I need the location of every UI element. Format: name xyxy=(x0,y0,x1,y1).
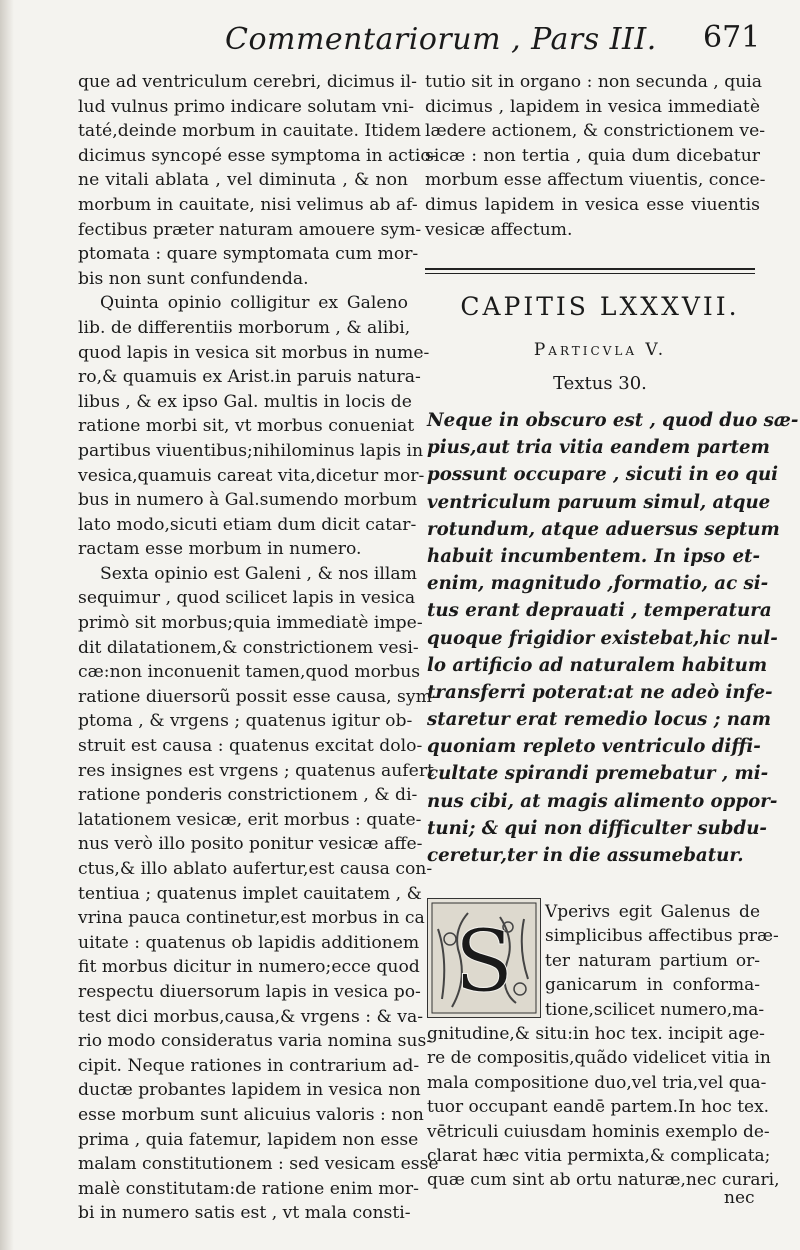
commentary-text xyxy=(427,1022,780,1193)
text-line: rio modo consideratus varia nomina sus- xyxy=(78,1031,433,1052)
text-line: cipit. Neque rationes in contrarium ad- xyxy=(78,1055,420,1076)
text-line: test dici morbus,causa,& vrgens : & va- xyxy=(78,1006,424,1027)
text-line: vesica,quamuis careat vita,dicetur mor- xyxy=(78,465,425,486)
text-line: bis non sunt confundenda. xyxy=(78,268,309,289)
text-line: que ad ventriculum cerebri, dicimus il- xyxy=(78,72,417,92)
commentary-line: mala compositione duo,vel tria,vel qua- xyxy=(427,1072,767,1093)
text-line: Quinta opinio colligitur ex Galeno xyxy=(100,293,408,314)
text-line: tentiua ; quatenus implet cauitatem , & xyxy=(78,883,422,904)
text-line: dit dilatationem,& constrictionem vesi- xyxy=(78,637,419,658)
text-line: tutio sit in organo : non secunda , quia xyxy=(425,72,763,92)
text-line: bi in numero satis est , vt mala consti- xyxy=(78,1203,411,1224)
quote-line: quoniam repleto ventriculo diffi- xyxy=(427,736,761,758)
commentary-line: ter naturam partium or- xyxy=(545,950,760,971)
text-line: malam constitutionem : sed vesicam esse xyxy=(78,1154,439,1175)
quote-line: habuit incumbentem. In ipso et- xyxy=(427,545,760,567)
commentary-beside-initial xyxy=(545,900,779,1022)
text-line: lib. de differentiis morborum , & alibi, xyxy=(78,317,411,338)
text-line: dicimus syncopé esse symptoma in actio- xyxy=(78,145,437,166)
running-head xyxy=(0,18,800,62)
text-line: quod lapis in vesica sit morbus in nume- xyxy=(78,342,430,363)
text-line: lato modo,sicuti etiam dum dicit catar- xyxy=(78,514,417,535)
text-line: ro,& quamuis ex Arist.in paruis natura- xyxy=(78,367,421,388)
quote-line: cultate spirandi premebatur , mi- xyxy=(427,763,769,785)
text-line: libus , & ex ipso Gal. multis in locis de xyxy=(78,391,412,412)
commentary-line: vētriculi cuiusdam hominis exemplo de- xyxy=(427,1121,770,1142)
commentary-line: simplicibus affectibus præ- xyxy=(545,926,779,947)
text-line: malè constitutam:de ratione enim mor- xyxy=(78,1178,419,1199)
page-number: 671 xyxy=(703,20,761,55)
quote-line: staretur erat remedio locus ; nam xyxy=(427,709,772,731)
text-line: cæ:non inconuenit tamen,quod morbus xyxy=(78,662,421,683)
running-title: Commentariorum , Pars III. xyxy=(225,22,657,57)
text-line: taté,deinde morbum in cauitate. Itidem xyxy=(78,121,422,142)
decorated-initial-s-icon xyxy=(427,898,541,1018)
commentary-line: clarat hæc vitia permixta,& complicata; xyxy=(427,1145,771,1166)
text-line: ractam esse morbum in numero. xyxy=(78,539,362,560)
text-line: ctus,& illo ablato aufertur,est causa con- xyxy=(78,859,433,879)
particle-heading: Particvla V. xyxy=(533,340,667,360)
commentary-line: tuor occupant eandē partem.In hoc tex. xyxy=(427,1097,770,1118)
quote-line: rotundum, atque aduersus septum xyxy=(427,518,780,540)
quote-line: tus erant deprauati , temperatura xyxy=(427,600,772,622)
commentary-line: ganicarum in conforma- xyxy=(545,975,760,996)
quote-line: lo artificio ad naturalem habitum xyxy=(427,654,768,676)
quote-line: Neque in obscuro est , quod duo sæ- xyxy=(427,410,799,431)
section-rule xyxy=(425,268,755,274)
text-line: lædere actionem, & constrictionem ve- xyxy=(425,121,766,142)
text-line: fit morbus dicitur in numero;ecce quod xyxy=(78,957,420,978)
text-line: fectibus præter naturam amouere sym- xyxy=(78,219,422,240)
text-line: nus verò illo posito ponitur vesicæ affe- xyxy=(78,834,423,855)
text-line: prima , quia fatemur, lapidem non esse xyxy=(78,1129,419,1150)
text-line: morbum esse affectum viuentis, conce- xyxy=(425,170,766,191)
commentary-line: gnitudine,& situ:in hoc tex. incipit age- xyxy=(427,1024,765,1044)
commentary-line: quæ cum sint ab ortu naturæ,nec curari, xyxy=(427,1170,780,1191)
text-line: ratione ponderis constrictionem , & di- xyxy=(78,785,418,806)
text-line: struit est causa : quatenus excitat dolo- xyxy=(78,736,423,757)
left-column xyxy=(78,70,439,1226)
quote-line: pius,aut tria vitia eandem partem xyxy=(427,437,770,459)
quoted-text xyxy=(427,407,799,869)
text-line: sicæ : non tertia , quia dum dicebatur xyxy=(425,145,760,166)
text-line: vesicæ affectum. xyxy=(425,219,573,240)
text-line: ptoma , & vrgens ; quatenus igitur ob- xyxy=(78,711,413,732)
text-line: res insignes est vrgens ; quatenus aufert xyxy=(78,760,434,781)
text-line: sequimur , quod scilicet lapis in vesica xyxy=(78,588,416,609)
quote-line: possunt occupare , sicuti in eo qui xyxy=(427,464,779,486)
text-line: respectu diuersorum lapis in vesica po- xyxy=(78,981,421,1002)
quote-line: quoque frigidior existebat,hic nul- xyxy=(427,627,778,649)
text-line: ratione diuersorũ possit esse causa, sym- xyxy=(78,686,438,707)
text-line: dicimus , lapidem in vesica immediatè xyxy=(425,96,760,117)
text-line: dimus lapidem in vesica esse viuentis xyxy=(425,194,760,215)
quote-line: ceretur,ter in die assumebatur. xyxy=(427,845,744,866)
text-line: ductæ probantes lapidem in vesica non xyxy=(78,1080,421,1101)
text-line: ne vitali ablata , vel diminuta , & non xyxy=(78,170,408,191)
quote-line: tuni; & qui non difficulter subdu- xyxy=(427,817,767,839)
right-column-top xyxy=(425,70,766,242)
commentary-line: re de compositis,quãdo videlicet vitia in xyxy=(427,1048,771,1069)
chapter-heading: CAPITIS LXXXVII. xyxy=(460,292,740,321)
textus-heading: Textus 30. xyxy=(553,373,647,394)
text-line: bus in numero à Gal.sumendo morbum xyxy=(78,490,418,511)
text-line: ratione morbi sit, vt morbus conueniat xyxy=(78,416,415,437)
text-line: morbum in cauitate, nisi velimus ab af- xyxy=(78,194,418,215)
catchword: nec xyxy=(724,1188,755,1208)
text-line: ptomata : quare symptomata cum mor- xyxy=(78,244,419,265)
commentary-line: tione,scilicet numero,ma- xyxy=(545,999,765,1020)
svg-text:S: S xyxy=(454,912,514,1012)
text-line: uitate : quatenus ob lapidis additionem xyxy=(78,932,420,953)
text-line: lud vulnus primo indicare solutam vni- xyxy=(78,96,415,117)
commentary-line: Vperivs egit Galenus de xyxy=(545,902,760,922)
binding-shadow xyxy=(0,0,14,1250)
quote-line: ventriculum paruum simul, atque xyxy=(427,491,771,513)
text-line: esse morbum sunt alicuius valoris : non xyxy=(78,1104,424,1125)
text-line: primò sit morbus;quia immediatè impe- xyxy=(78,613,423,634)
text-line: vrina pauca continetur,est morbus in ca xyxy=(78,908,425,929)
quote-line: enim, magnitudo ,formatio, ac si- xyxy=(427,573,769,595)
text-line: latationem vesicæ, erit morbus : quate- xyxy=(78,809,422,830)
text-line: Sexta opinio est Galeni , & nos illam xyxy=(100,563,417,584)
quote-line: nus cibi, at magis alimento oppor- xyxy=(427,790,778,812)
quote-line: transferri poterat:at ne adeò infe- xyxy=(427,681,773,703)
text-line: partibus viuentibus;nihilominus lapis in xyxy=(78,440,424,461)
